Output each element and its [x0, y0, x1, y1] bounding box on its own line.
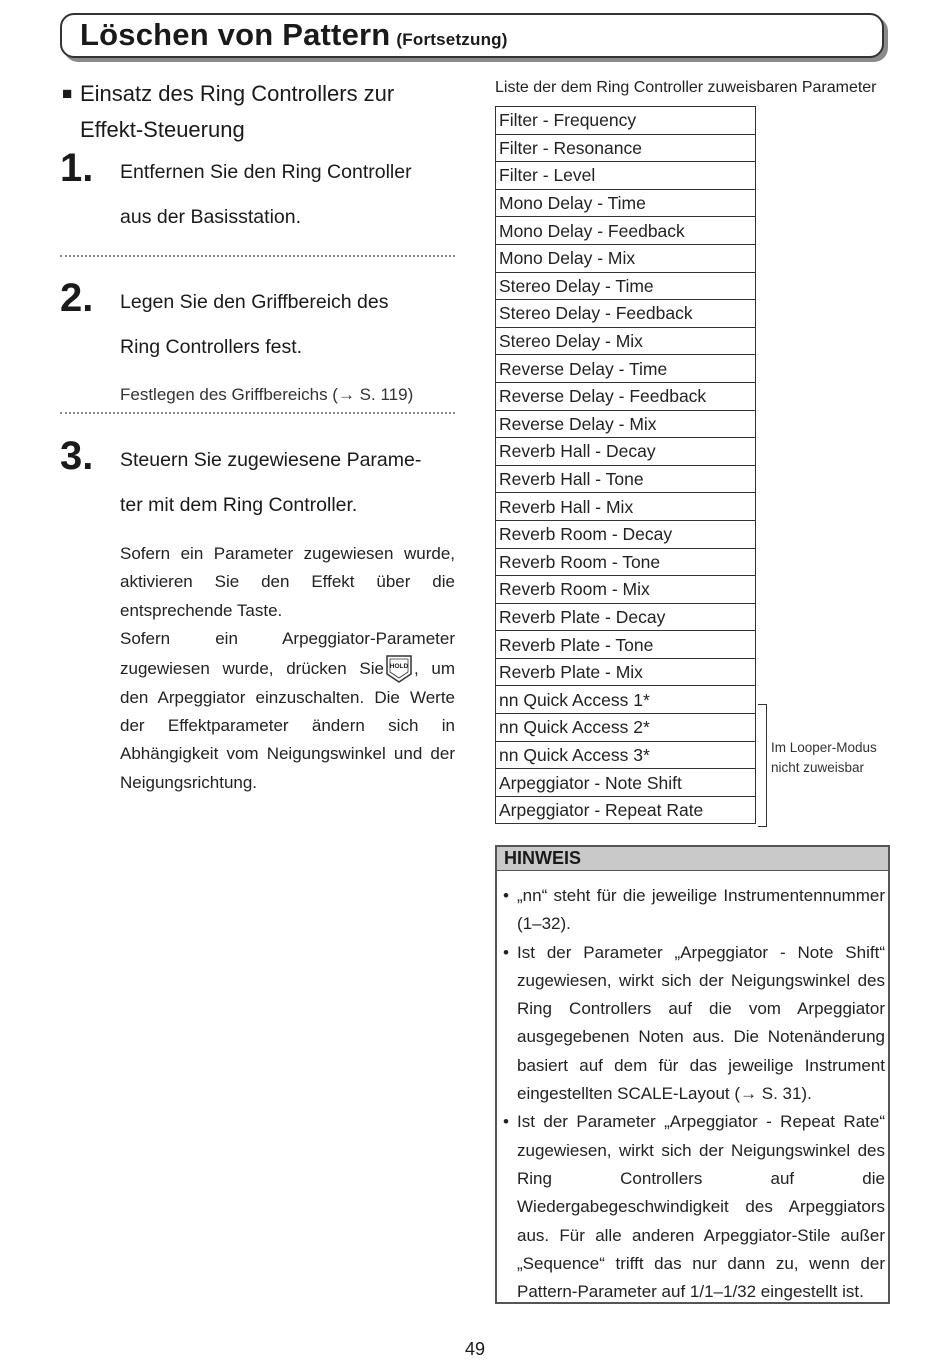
param-cell: Arpeggiator - Repeat Rate [496, 796, 756, 824]
param-row [496, 327, 756, 355]
param-cell: Reverb Hall - Mix [496, 493, 756, 521]
param-cell: Reverse Delay - Feedback [496, 382, 756, 410]
param-row [496, 244, 756, 272]
param-cell: Stereo Delay - Time [496, 272, 756, 300]
step-1-number: 1. [60, 146, 94, 190]
param-row [496, 410, 756, 438]
param-cell: Reverse Delay - Time [496, 355, 756, 383]
param-cell: Filter - Frequency [496, 107, 756, 135]
step-3-line1: Steuern Sie zugewiesene Parame- [120, 449, 422, 471]
hold-button-icon [385, 654, 413, 684]
section-heading [62, 76, 442, 148]
param-row [496, 603, 756, 631]
param-row [496, 631, 756, 659]
body-paragraph-1: Sofern ein Parameter zugewiesen wurde, aktivieren Sie den Effekt über die entsprechende Taste. [120, 544, 455, 620]
step-1-line2: aus der Basisstation. [120, 206, 302, 228]
param-row [496, 520, 756, 548]
step-2-text [120, 280, 460, 370]
param-row [496, 162, 756, 190]
param-cell: Reverb Room - Decay [496, 520, 756, 548]
param-cell: Reverb Plate - Tone [496, 631, 756, 659]
hint-item: • Ist der Parameter „Arpeggiator - Repeat Rate“ zugewiesen, wirkt sich der Neigungswinkel des Ring Controllers auf die Wiedergabegeschwindigkeit des Arpeggiators aus. Für alle anderen Arpeggiator-Stile außer „Sequence“ trifft das nur dann zu, wenn der Pattern-Parameter auf 1/1–1/32 eingestellt ist. [503, 1108, 885, 1306]
step-2-line1: Legen Sie den Griffbereich des [120, 291, 389, 313]
param-cell: Mono Delay - Mix [496, 244, 756, 272]
param-cell: Reverb Room - Mix [496, 576, 756, 604]
hold-icon-label: HOLD [389, 662, 409, 670]
page-title [80, 17, 508, 53]
hint-list [503, 882, 885, 1306]
page-subtitle: (Fortsetzung) [396, 30, 508, 49]
step-2-number: 2. [60, 276, 94, 320]
page-title-text: Löschen von Pattern [80, 17, 391, 52]
step-2-reference-note: Festlegen des Griffbereichs (→ S. 119) [120, 385, 414, 404]
param-cell: Reverse Delay - Mix [496, 410, 756, 438]
param-cell: Reverb Plate - Decay [496, 603, 756, 631]
param-row [496, 465, 756, 493]
param-table [495, 106, 756, 824]
param-row [496, 493, 756, 521]
param-row [496, 189, 756, 217]
hint-item: • Ist der Parameter „Arpeggiator - Note Shift“ zugewiesen, wirkt sich der Neigungswinkel des Ring Controllers auf die vom Arpeggiator ausgegebenen Noten aus. Die Notenänderung basiert auf dem für das jeweilige Instrument eingestellten SCALE-Layout (→ S. 31). [503, 939, 885, 1109]
param-row [496, 300, 756, 328]
param-cell: nn Quick Access 3* [496, 741, 756, 769]
hint-item: • „nn“ steht für die jeweilige Instrumentennummer (1–32). [503, 882, 885, 939]
param-list-caption: Liste der dem Ring Controller zuweisbaren Parameter [495, 79, 877, 96]
param-cell: Stereo Delay - Feedback [496, 300, 756, 328]
param-cell: Stereo Delay - Mix [496, 327, 756, 355]
hint-box [495, 845, 890, 1304]
step-3-text [120, 438, 460, 528]
body-paragraph-2 [120, 625, 455, 797]
param-row [496, 686, 756, 714]
step-2-line2: Ring Controllers fest. [120, 336, 303, 358]
param-cell: Mono Delay - Feedback [496, 217, 756, 245]
param-cell: Reverb Hall - Tone [496, 465, 756, 493]
step-divider [60, 255, 455, 257]
param-cell: Filter - Resonance [496, 134, 756, 162]
hint-heading: HINWEIS [497, 847, 888, 871]
param-row [496, 714, 756, 742]
looper-bracket [758, 704, 767, 827]
param-cell: Reverb Room - Tone [496, 548, 756, 576]
param-row [496, 796, 756, 824]
param-cell: Reverb Hall - Decay [496, 438, 756, 466]
param-cell: nn Quick Access 2* [496, 714, 756, 742]
looper-note-line1: Im Looper-Modus [771, 740, 877, 755]
param-cell: nn Quick Access 1* [496, 686, 756, 714]
param-row [496, 217, 756, 245]
looper-note [771, 738, 877, 778]
param-row [496, 769, 756, 797]
param-row [496, 382, 756, 410]
param-cell: Arpeggiator - Note Shift [496, 769, 756, 797]
step-divider [60, 412, 455, 414]
looper-note-line2: nicht zuweisbar [771, 760, 865, 775]
page-title-box [60, 13, 884, 58]
param-row [496, 272, 756, 300]
body-paragraph-2-start: Sofern ein Arpeggiator-Parameter zugewiesen wurde, drücken Sie [120, 629, 455, 678]
step-3-line2: ter mit dem Ring Controller. [120, 494, 358, 516]
param-row [496, 548, 756, 576]
step-3-description [120, 540, 455, 797]
param-row [496, 355, 756, 383]
param-row [496, 134, 756, 162]
param-cell: Mono Delay - Time [496, 189, 756, 217]
square-bullet-icon: ■ [62, 84, 73, 103]
param-row [496, 438, 756, 466]
section-heading-line1: Einsatz des Ring Controllers zur [80, 81, 395, 106]
section-heading-line2: Effekt-Steuerung [80, 117, 245, 142]
page-number: 49 [464, 1339, 486, 1359]
param-cell: Filter - Level [496, 162, 756, 190]
step-1-line1: Entfernen Sie den Ring Controller [120, 161, 412, 183]
step-1-text [120, 150, 460, 240]
param-row [496, 576, 756, 604]
param-cell: Reverb Plate - Mix [496, 658, 756, 686]
step-3-number: 3. [60, 434, 94, 478]
param-row [496, 107, 756, 135]
body-paragraph-2-end: , um den Arpeggiator einzuschalten. Die Werte der Effektparameter ändern sich in Abhängigkeit vom Neigungswinkel und der Neigungsrichtung. [120, 658, 456, 792]
param-row [496, 741, 756, 769]
param-row [496, 658, 756, 686]
